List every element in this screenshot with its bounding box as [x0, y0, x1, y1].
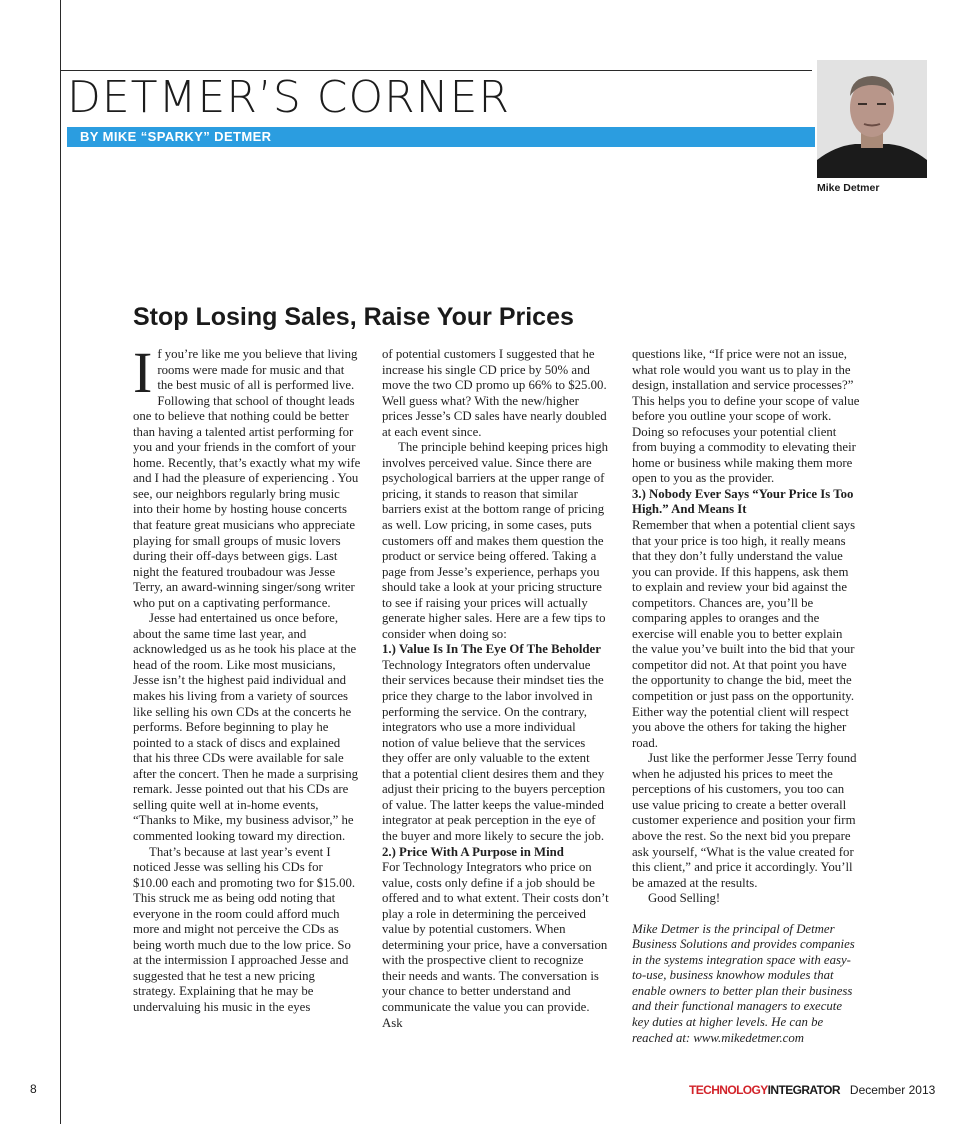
article-headline: Stop Losing Sales, Raise Your Prices	[133, 303, 574, 331]
article-paragraph: Just like the performer Jesse Terry found when he adjusted his prices to meet the perceptions of his customers, you too can use value pricing to create a better overall customer experience and position your firm above the rest. So the next bid you prepare ask yourself, “What is the value created for this client,” and price it accordingly. You’ll be amazed at the results.	[632, 751, 857, 890]
section-heading: 2.) Price With A Purpose in Mind	[382, 844, 564, 859]
article-paragraph: of potential customers I suggested that he increase his single CD price by 50% and move the two CD promo up 66% to $25.00. Well guess what? With the new/higher prices Jesse’s CD sales have nearly doubled at each event since.	[382, 347, 607, 439]
section-heading: 1.) Value Is In The Eye Of The Beholder	[382, 642, 601, 657]
footer-publication	[689, 1081, 935, 1099]
page-number: 8	[30, 1082, 37, 1096]
left-margin-rule	[60, 0, 61, 1124]
article-paragraph: Remember that when a potential client says that your price is too high, it really means that they don’t fully understand the value you can provide. If this happens, ask them to explain and review your bid against the competitors. Chances are, you’ll be comparing apples to oranges and the exercise will enable you to better explain the value you’ve built into the bid that your competitor did not. At that point you have the opportunity to change the bid, meet the competition or just pass on the opportunity. Either way the potential client will respect you above the others for taking the higher road.	[632, 518, 856, 750]
logo-integrator: INTEGRATOR	[767, 1083, 840, 1097]
article-column-1	[133, 340, 361, 1016]
photo-caption: Mike Detmer	[817, 182, 880, 194]
header-rule	[60, 70, 812, 71]
article-paragraph: The principle behind keeping prices high involves perceived value. Since there are psychological barriers at the upper range of pricing, it stands to reason that similar barriers exist at the bottom range of pricing as well. Low pricing, in some cases, puts customers off and makes them question the product or service being offered. Taking a page from Jesse’s experience, perhaps you should take a look at your pricing structure to see if raising your prices will actually generate higher sales. Here are a few tips to consider when doing so:	[382, 440, 609, 641]
section-heading: 3.) Nobody Ever Says “Your Price Is Too High.” And Means It	[632, 486, 854, 517]
author-portrait-image	[817, 60, 927, 178]
author-bio: Mike Detmer is the principal of Detmer Business Solutions and provides companies in the systems integration space with easy-to-use, business knowhow modules that enable owners to better plan their business and their functional managers to execute key duties at higher levels. He can be reached at: www.mikedetmer.com	[632, 921, 855, 1045]
article-paragraph: Technology Integrators often undervalue their services because their mindset ties the price they charge to the labor involved in performing the service. On the contrary, integrators who use a more individual notion of value believe that the services they offer are only valuable to the extent that a potential client desires them and they adjust their pricing to the buyers perception of value. The latter keeps the value-minded integrator at peak perception in the eye of the buyer and more likely to secure the job.	[382, 657, 606, 843]
byline: BY MIKE “SPARKY” DETMER	[80, 129, 272, 144]
author-photo	[817, 60, 927, 178]
article-column-2	[382, 347, 610, 1031]
article-paragraph: Good Selling!	[648, 891, 721, 906]
article-paragraph: That’s because at last year’s event I noticed Jesse was selling his CDs for $10.00 each and promoting two for $15.00. This struck me as being odd noting that everyone in the room could afford much more and might not perceive the CDs as being worth much due to the low price. So at the intermission I approached Jesse and suggested that he test a new pricing strategy. Explaining that he may be undervaluing his music in the eyes	[133, 844, 356, 1014]
drop-cap: I	[133, 340, 153, 405]
issue-date: December 2013	[849, 1083, 936, 1097]
logo-technology: TECHNOLOGY	[689, 1083, 768, 1097]
article-paragraph: Jesse had entertained us once before, about the same time last year, and acknowledged us as he took his place at the head of the room. Like most musicians, Jesse isn’t the highest paid individual and makes his living from a variety of sources like selling his own CDs at the concerts he performs. Before beginning to play he pointed to a stack of discs and explained that his three CDs were available for sale after the concert. Then he made a surprising remark. Jesse pointed out that his CDs are selling quite well at in-home events, “Thanks to Mike, my business advisor,” he commented looking toward my direction.	[133, 611, 359, 843]
article-paragraph	[133, 340, 361, 611]
article-paragraph: questions like, “If price were not an issue, what role would you want us to play in the design, installation and service processes?” This helps you to define your scope of value before you outline your scope of work. Doing so refocuses your potential client from buying a commodity to elevating their home or business while making them more open to you as the provider.	[632, 347, 860, 486]
article-column-3	[632, 347, 860, 1046]
column-title: DETMER’S CORNER	[67, 72, 511, 123]
paragraph-text: f you’re like me you believe that living rooms were made for music and that the best music of all is performed live. Following that school of thought leads one to believe that nothing could be better than having a talented artist performing for you and your friends in the comfort of your home. Recently, that’s exactly what my wife and I had the pleasure of experiencing . You see, our neighbors regularly bring music into their home by hosting house concerts that feature great musicians who appreciate playing for small groups of music lovers during their off-days between gigs. Last night the featured troubadour was Jesse Terry, an award-winning singer/song writer who put on a captivating performance.	[133, 347, 361, 610]
article-paragraph: For Technology Integrators who price on value, costs only define if a job should be offered and to what extent. Their costs don’t play a role in determining the perceived value by potential customers. When determining your price, have a conversation with the prospective client to recognize their needs and wants. The conversation is your chance to better understand and communicate the value you can provide. Ask	[382, 860, 609, 1030]
publication-logo	[689, 1083, 840, 1097]
